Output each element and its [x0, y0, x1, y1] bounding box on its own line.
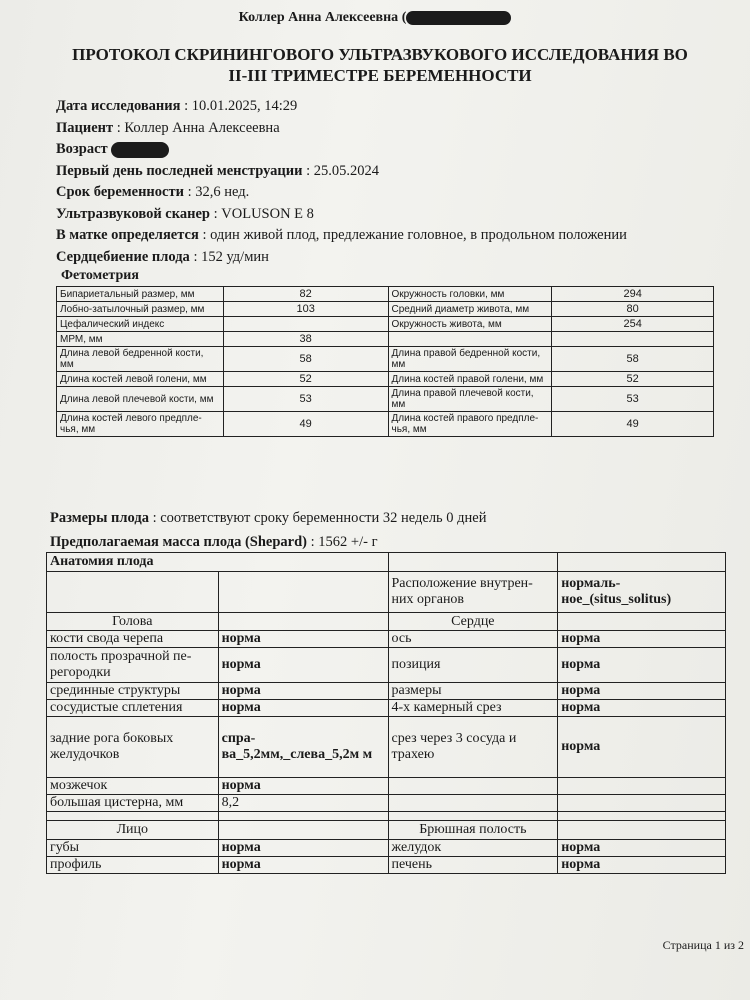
fet-value — [223, 317, 388, 332]
fet-label: Длина правой бедренной кости, мм — [388, 347, 552, 372]
redaction-mark — [111, 142, 169, 158]
organs-position-value: нормаль-ное_(situs_solitus) — [558, 572, 726, 613]
table-row — [47, 795, 726, 812]
page-number: Страница 1 из 2 — [662, 938, 744, 952]
fet-value: 49 — [223, 412, 388, 437]
info-label: В матке определяется — [56, 227, 199, 243]
head-label: задние рога боковых желудочков — [47, 717, 219, 778]
table-row — [47, 700, 726, 717]
info-label: Ультразвуковой сканер — [56, 205, 210, 222]
fet-value — [552, 332, 714, 347]
info-label: Пациент — [56, 119, 114, 136]
info-label: Первый день последней менструации — [56, 162, 303, 179]
fet-value: 294 — [552, 287, 714, 302]
table-row — [47, 778, 726, 795]
fet-label: Окружность головки, мм — [388, 287, 552, 302]
fet-value: 52 — [223, 372, 388, 387]
table-row — [57, 347, 714, 372]
head-value: спра-ва_5,2мм,_слева_5,2м м — [218, 717, 388, 778]
heart-value: норма — [558, 683, 726, 700]
table-row — [57, 387, 714, 412]
table-row — [47, 572, 726, 613]
fetometry-table — [56, 286, 714, 437]
info-age — [56, 139, 627, 161]
fet-value: 53 — [223, 387, 388, 412]
fet-label: Бипариетальный размер, мм — [57, 287, 224, 302]
title-line-2: II-III ТРИМЕСТРЕ БЕРЕМЕННОСТИ — [228, 66, 532, 85]
table-row — [57, 332, 714, 347]
table-row — [57, 372, 714, 387]
organs-position-label: Расположение внутрен-них органов — [388, 572, 558, 613]
heart-value: норма — [558, 648, 726, 683]
abdomen-label: желудок — [388, 840, 558, 857]
info-patient — [56, 118, 627, 140]
head-value: 8,2 — [218, 795, 388, 812]
patient-header — [0, 10, 750, 26]
redaction-mark — [406, 11, 511, 25]
fetometry-title: Фетометрия — [61, 268, 139, 283]
header-open-paren: ( — [401, 10, 407, 25]
heart-section-title: Сердце — [388, 613, 558, 631]
fet-label: Лобно-затылочный размер, мм — [57, 302, 224, 317]
fet-value: 53 — [552, 387, 714, 412]
fet-label: Длина костей левого предпле-чья, мм — [57, 412, 224, 437]
heart-label: размеры — [388, 683, 558, 700]
fet-label: Цефалический индекс — [57, 317, 224, 332]
heart-label: ось — [388, 631, 558, 648]
table-row — [47, 812, 726, 821]
fet-label: Длина костей правой голени, мм — [388, 372, 552, 387]
head-section-title: Голова — [47, 613, 219, 631]
table-row — [57, 412, 714, 437]
fet-label: Средний диаметр живота, мм — [388, 302, 552, 317]
heart-value: норма — [558, 717, 726, 778]
fetal-weight-line — [50, 534, 378, 551]
fet-label — [388, 332, 552, 347]
fet-label: Окружность живота, мм — [388, 317, 552, 332]
info-value: : Коллер Анна Алексеевна — [113, 119, 280, 136]
table-row — [47, 613, 726, 631]
head-label: сосудистые сплетения — [47, 700, 219, 717]
table-row — [47, 840, 726, 857]
table-row — [47, 631, 726, 648]
fet-label: МРМ, мм — [57, 332, 224, 347]
head-label: срединные структуры — [47, 683, 219, 700]
fet-label: Длина костей правого предпле-чья, мм — [388, 412, 552, 437]
table-row — [47, 821, 726, 840]
head-value: норма — [218, 648, 388, 683]
info-scanner — [56, 204, 627, 226]
head-label: большая цистерна, мм — [47, 795, 219, 812]
abdomen-label: печень — [388, 857, 558, 874]
heart-label: срез через 3 сосуда и трахею — [388, 717, 558, 778]
head-label: полость прозрачной пе-регородки — [47, 648, 219, 683]
abdomen-value: норма — [558, 840, 726, 857]
fetal-size-label: Размеры плода — [50, 510, 149, 526]
info-gestational-age — [56, 182, 627, 204]
fetal-weight-value: : 1562 +/- г — [307, 534, 378, 550]
fet-value: 80 — [552, 302, 714, 317]
anatomy-table — [46, 552, 726, 874]
info-value: : один живой плод, предлежание головное, в продольном положении — [198, 227, 627, 243]
face-label: губы — [47, 840, 219, 857]
info-heartbeat — [56, 247, 627, 269]
fetal-weight-label: Предполагаемая масса плода (Shepard) — [50, 534, 308, 550]
title-line-1: ПРОТОКОЛ СКРИНИНГОВОГО УЛЬТРАЗВУКОВОГО ИССЛЕДОВАНИЯ ВО — [72, 45, 688, 64]
fet-label: Длина левой плечевой кости, мм — [57, 387, 224, 412]
fet-label: Длина левой бедренной кости, мм — [57, 347, 224, 372]
info-value: : 25.05.2024 — [302, 162, 380, 179]
abdomen-section-title: Брюшная полость — [388, 821, 558, 840]
fet-value: 52 — [552, 372, 714, 387]
table-row — [47, 683, 726, 700]
fet-label: Длина костей левой голени, мм — [57, 372, 224, 387]
info-label: Сердцебиение плода — [56, 248, 190, 265]
heart-label: позиция — [388, 648, 558, 683]
info-value: : VOLUSON E 8 — [209, 205, 314, 222]
info-value: : 10.01.2025, 14:29 — [180, 98, 298, 114]
fet-value: 58 — [552, 347, 714, 372]
face-section-title: Лицо — [47, 821, 219, 840]
head-label: кости свода черепа — [47, 631, 219, 648]
head-value: норма — [218, 683, 388, 700]
info-exam-date — [56, 96, 627, 118]
exam-info — [56, 96, 627, 268]
face-label: профиль — [47, 857, 219, 874]
fetal-size-value: : соответствуют сроку беременности 32 недель 0 дней — [148, 510, 487, 526]
info-last-period — [56, 161, 627, 183]
face-value: норма — [218, 840, 388, 857]
info-value: : 152 уд/мин — [189, 248, 269, 265]
head-label: мозжечок — [47, 778, 219, 795]
info-label: Срок беременности — [56, 184, 184, 200]
table-row — [57, 302, 714, 317]
heart-value: норма — [558, 631, 726, 648]
heart-label: 4-х камерный срез — [388, 700, 558, 717]
face-value: норма — [218, 857, 388, 874]
info-value: : 32,6 нед. — [183, 184, 250, 200]
table-row — [47, 857, 726, 874]
fetal-size-line — [50, 510, 487, 527]
head-value: норма — [218, 631, 388, 648]
info-label: Возраст — [56, 141, 108, 157]
info-uterus — [56, 225, 627, 247]
table-row — [47, 553, 726, 572]
head-value: норма — [218, 700, 388, 717]
fet-label: Длина правой плечевой кости, мм — [388, 387, 552, 412]
head-value: норма — [218, 778, 388, 795]
fet-value: 49 — [552, 412, 714, 437]
table-row — [47, 717, 726, 778]
fet-value: 103 — [223, 302, 388, 317]
document-title — [40, 44, 720, 86]
abdomen-value: норма — [558, 857, 726, 874]
header-patient-name: Коллер Анна Алексеевна — [238, 10, 399, 25]
fet-value: 82 — [223, 287, 388, 302]
table-row — [57, 317, 714, 332]
fet-value: 58 — [223, 347, 388, 372]
fet-value: 254 — [552, 317, 714, 332]
table-row — [57, 287, 714, 302]
heart-value: норма — [558, 700, 726, 717]
anatomy-title: Анатомия плода — [47, 553, 389, 572]
info-label: Дата исследования — [56, 98, 181, 114]
table-row — [47, 648, 726, 683]
fet-value: 38 — [223, 332, 388, 347]
